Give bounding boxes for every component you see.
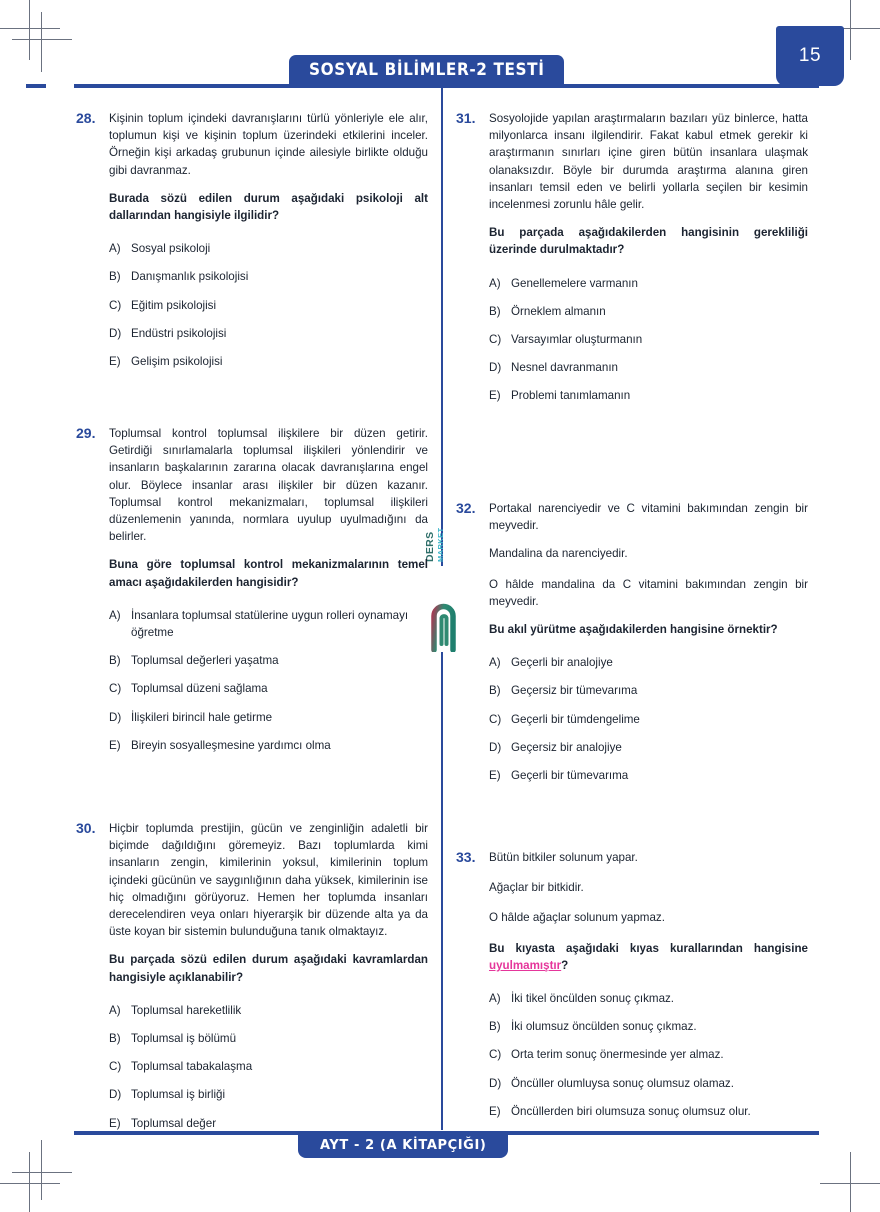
option-letter: B): [489, 684, 501, 698]
question-stem: Kişinin toplum içindeki davranışlarını türlü yönleriyle ele alır, toplumun kişi ve kişinin toplum üzerindeki etkilerini inceler. Örneğin kişi arkadaş grubunun içinde ailesiyle birlikte olduğu gibi davranmaz.: [109, 112, 428, 177]
options-list: [489, 654, 808, 784]
option-text: Nesnel davranmanın: [511, 361, 618, 375]
option-a[interactable]: [109, 1002, 428, 1019]
options-list: [109, 240, 428, 370]
option-letter: A): [489, 276, 501, 290]
option-letter: A): [489, 992, 501, 1006]
option-d[interactable]: [489, 739, 808, 756]
question-stem-line-1: Portakal narenciyedir ve C vitamini bakımından zengin bir meyvedir.: [489, 502, 808, 533]
question-number: 30.: [76, 820, 96, 836]
option-text: Toplumsal hareketlilik: [131, 1003, 242, 1017]
option-a[interactable]: [489, 654, 808, 671]
option-letter: B): [489, 304, 501, 318]
option-a[interactable]: [109, 607, 428, 641]
option-text: Toplumsal değer: [131, 1116, 217, 1130]
option-c[interactable]: [109, 680, 428, 697]
option-letter: E): [489, 1104, 501, 1118]
option-letter: B): [109, 270, 121, 284]
option-text: İlişkileri birincil hale getirme: [131, 710, 273, 724]
option-b[interactable]: [109, 268, 428, 285]
option-letter: C): [109, 298, 122, 312]
page-header: [0, 0, 880, 100]
column-divider-upper: [441, 86, 443, 566]
option-text: Toplumsal iş bölümü: [131, 1032, 237, 1046]
option-letter: C): [489, 1048, 502, 1062]
option-letter: D): [489, 1076, 502, 1090]
question-stem: Toplumsal kontrol toplumsal ilişkilere bir düzen getirir. Getirdiği sınırlamalarla toplumsal ilişkileri yönlendirir ve insanların başkalarının zararına olacak davranışlarına engel olur. Böylece insanlar arası ilişkiler bir düzen kazanır. Toplumsal kontrol mekanizmaları, toplumsal ilişkileri düzenlemenin yanında, normlara uyulup uyulmadığını da belirler.: [109, 427, 428, 544]
option-letter: A): [489, 656, 501, 670]
question-stem-line-1: Bütün bitkiler solunum yapar.: [489, 851, 638, 864]
option-c[interactable]: [489, 1046, 808, 1063]
question-stem: Sosyolojide yapılan araştırmaların bazıları yüz binlerce, hatta milyonlarca insanı ilgilendirir. Fakat kabul etmek gerekir ki araştırmanın sınırları içine giren bütün insanlara ulaşmak olanaksızdır. Böyle bir durumda araştırma alanına giren insanları temsil eden ve belirli yollarla seçilen bir kesimin incelenmesi zorunlu hâle gelir.: [489, 112, 808, 212]
option-text: Toplumsal düzeni sağlama: [131, 682, 268, 696]
option-e[interactable]: [489, 767, 808, 784]
option-letter: D): [109, 326, 122, 340]
crop-mark-bottom-left-inner-vertical: [41, 1140, 42, 1200]
option-letter: B): [109, 1032, 121, 1046]
page-number-badge: 15: [776, 26, 844, 86]
brand-line-2: MARKET: [436, 527, 445, 562]
option-text: Örneklem almanın: [511, 304, 606, 318]
option-b[interactable]: [109, 1030, 428, 1047]
question-stem-line-2: Ağaçlar bir bitkidir.: [489, 881, 584, 895]
question-stem-line-3: O hâlde ağaçlar solunum yapmaz.: [489, 911, 665, 925]
option-d[interactable]: [489, 1075, 808, 1092]
question-stem-line-2: Mandalina da narenciyedir.: [489, 547, 628, 561]
question-prompt: [109, 190, 428, 224]
crop-mark-bottom-left-inner-horizontal: [12, 1172, 72, 1173]
question-prompt: [109, 951, 428, 985]
option-letter: C): [489, 712, 502, 726]
brand-line-1: DERS: [424, 531, 436, 562]
option-letter: A): [109, 1003, 121, 1017]
option-letter: B): [109, 654, 121, 668]
option-text: Geçerli bir tümevarıma: [511, 769, 629, 783]
option-letter: C): [109, 682, 122, 696]
booklet-banner: AYT - 2 (A KİTAPÇIĞI): [298, 1133, 508, 1158]
option-text: Toplumsal tabakalaşma: [131, 1060, 253, 1074]
question-prompt: [489, 940, 808, 974]
question-number: 29.: [76, 425, 96, 441]
options-list: [109, 1002, 428, 1132]
option-text: Geçersiz bir tümevarıma: [511, 684, 638, 698]
question-32: [456, 500, 808, 800]
option-letter: D): [489, 740, 502, 754]
option-text: Eğitim psikolojisi: [131, 298, 217, 312]
option-c[interactable]: [109, 1058, 428, 1075]
question-number: 32.: [456, 500, 476, 516]
option-letter: E): [489, 389, 501, 403]
option-letter: D): [109, 710, 122, 724]
option-e[interactable]: [109, 1115, 428, 1132]
option-c[interactable]: [109, 297, 428, 314]
option-text: İki olumsuz öncülden sonuç çıkmaz.: [511, 1020, 697, 1034]
option-text: Geçerli bir analojiye: [511, 656, 613, 670]
option-text: Genellemelere varmanın: [511, 276, 638, 290]
option-d[interactable]: [109, 1086, 428, 1103]
prompt-text: Bu parçada sözü edilen durum aşağıdaki kavramlardan hangisiyle açıklanabilir?: [109, 953, 428, 984]
option-letter: C): [489, 333, 502, 347]
question-stem-line-3: O hâlde mandalina da C vitamini bakımından zengin bir meyvedir.: [489, 577, 808, 608]
crop-mark-bottom-right-horizontal: [820, 1183, 880, 1184]
question-prompt: [489, 621, 808, 638]
prompt-tail: ?: [561, 958, 569, 972]
option-text: Danışmanlık psikolojisi: [131, 270, 249, 284]
question-31: [456, 110, 808, 421]
option-letter: D): [489, 361, 502, 375]
option-text: Geçerli bir tümdengelime: [511, 712, 640, 726]
question-29: [76, 425, 428, 770]
option-a[interactable]: [109, 240, 428, 257]
option-text: İki tikel öncülden sonuç çıkmaz.: [511, 992, 675, 1006]
question-number: 28.: [76, 110, 96, 126]
option-text: Toplumsal değerleri yaşatma: [131, 654, 279, 668]
option-text: Sosyal psikoloji: [131, 242, 211, 256]
options-list: [109, 607, 428, 754]
option-d[interactable]: [109, 709, 428, 726]
column-divider-lower: [441, 652, 443, 1130]
option-a[interactable]: [489, 275, 808, 292]
prompt-text: Burada sözü edilen durum aşağıdaki psikoloji alt dallarından hangisiyle ilgilidir?: [109, 191, 428, 223]
option-letter: A): [109, 608, 121, 622]
option-d[interactable]: [489, 359, 808, 376]
option-text: Endüstri psikolojisi: [131, 326, 227, 340]
option-text: Problemi tanımlamanın: [511, 389, 631, 403]
option-b[interactable]: [489, 682, 808, 699]
option-text: Öncüller olumluysa sonuç olumsuz olamaz.: [511, 1076, 734, 1090]
prompt-negation: uyulmamıştır: [489, 958, 562, 972]
option-b[interactable]: [489, 1018, 808, 1035]
option-text: Varsayımlar oluşturmanın: [511, 333, 643, 347]
prompt-text: Buna göre toplumsal kontrol mekanizmalarının temel amacı aşağıdakilerden hangisidir?: [109, 558, 428, 589]
prompt-text: Bu kıyasta aşağıdaki kıyas kurallarından hangisine: [489, 941, 808, 955]
question-28: [76, 110, 428, 386]
option-a[interactable]: [489, 990, 808, 1007]
option-d[interactable]: [109, 325, 428, 342]
prompt-text: Bu parçada aşağıdakilerden hangisinin gerekliliği üzerinde durulmaktadır?: [489, 226, 808, 257]
crop-mark-bottom-left-horizontal: [0, 1183, 60, 1184]
option-letter: B): [489, 1020, 501, 1034]
option-text: Gelişim psikolojisi: [131, 355, 223, 369]
option-text: Toplumsal iş birliği: [131, 1088, 226, 1102]
option-letter: E): [109, 355, 121, 369]
question-33: [456, 849, 808, 1136]
option-letter: C): [109, 1060, 122, 1074]
option-e[interactable]: [489, 387, 808, 404]
question-30: [76, 820, 428, 1148]
option-text: Bireyin sosyalleşmesine yardımcı olma: [131, 738, 331, 752]
question-stem: Hiçbir toplumda prestijin, gücün ve zenginliğin adaletli bir biçimde dağıldığını göremeyiz. Bazı toplumlarda kimi insanların zengin, kimilerinin yoksul, kimilerinin toplum içindeki gücünün ve saygınlığının daha yüksek, kimilerinin ise hiç olmadığını görüyoruz. Hemen her toplumda insanları derecelendiren veya onları hiyerarşik bir düzende alta ya da üste koyan bir sistemin bulunduğuna tanık olmaktayız.: [109, 822, 428, 939]
options-list: [489, 275, 808, 405]
option-e[interactable]: [109, 737, 428, 754]
option-c[interactable]: [489, 331, 808, 348]
test-title-banner: SOSYAL BİLİMLER-2 TESTİ: [289, 55, 564, 85]
option-text: Geçersiz bir analojiye: [511, 740, 622, 754]
option-e[interactable]: [109, 353, 428, 370]
option-text: Orta terim sonuç önermesinde yer almaz.: [511, 1048, 724, 1062]
option-letter: A): [109, 242, 121, 256]
option-letter: E): [109, 738, 121, 752]
option-b[interactable]: [489, 303, 808, 320]
prompt-text: Bu akıl yürütme aşağıdakilerden hangisine örnektir?: [489, 623, 778, 637]
question-prompt: [109, 556, 428, 590]
crop-mark-bottom-right-vertical: [850, 1152, 851, 1212]
question-prompt: [489, 224, 808, 258]
crop-mark-bottom-left-vertical: [29, 1152, 30, 1212]
option-b[interactable]: [109, 652, 428, 669]
question-number: 33.: [456, 849, 476, 865]
option-letter: D): [109, 1088, 122, 1102]
option-letter: E): [109, 1116, 121, 1130]
option-c[interactable]: [489, 711, 808, 728]
option-text: İnsanlara toplumsal statülerine uygun rolleri oynamayı öğretme: [131, 608, 409, 640]
option-e[interactable]: [489, 1103, 808, 1120]
question-number: 31.: [456, 110, 476, 126]
options-list: [489, 990, 808, 1120]
header-rule-dash: [26, 84, 46, 88]
option-text: Öncüllerden biri olumsuza sonuç olumsuz olur.: [511, 1104, 751, 1118]
option-letter: E): [489, 769, 501, 783]
